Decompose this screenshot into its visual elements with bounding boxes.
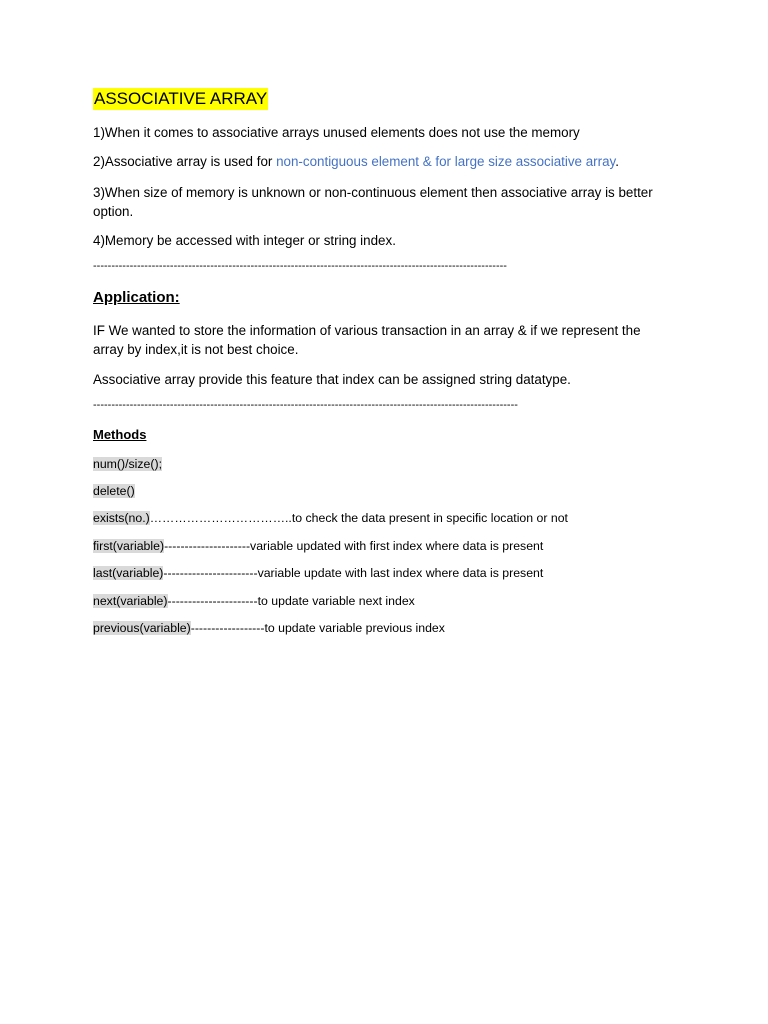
method-name: last(variable) <box>93 566 164 580</box>
document-page <box>93 88 693 635</box>
point-2-link[interactable]: non-contiguous element & for large size associative array <box>276 154 616 169</box>
divider-1: ----------------------------------------------------------------------------------------------------------------- <box>93 260 507 272</box>
method-desc: ---------------------variable updated with first index where data is present <box>164 539 544 553</box>
method-item <box>93 456 162 473</box>
method-item <box>93 565 543 582</box>
method-name: next(variable) <box>93 594 168 608</box>
application-para-2: Associative array provide this feature that index can be assigned string datatype. <box>93 372 571 387</box>
point-2 <box>93 152 673 171</box>
methods-heading: Methods <box>93 427 147 442</box>
method-desc: ……………………………..to check the data present in specific location or not <box>149 511 568 525</box>
method-desc: ----------------------to update variable next index <box>167 594 415 608</box>
point-4: 4)Memory be accessed with integer or string index. <box>93 233 396 248</box>
method-item <box>93 593 415 610</box>
method-desc: -----------------------variable update with last index where data is present <box>163 566 544 580</box>
method-desc: ------------------to update variable previous index <box>190 621 445 635</box>
method-item <box>93 620 445 637</box>
method-name: previous(variable) <box>93 621 191 635</box>
method-item <box>93 538 543 555</box>
method-item <box>93 483 135 500</box>
point-1: 1)When it comes to associative arrays unused elements does not use the memory <box>93 125 580 140</box>
point-2-text: 2)Associative array is used for <box>93 154 277 169</box>
application-para-1: IF We wanted to store the information of various transaction in an array & if we represent the array by index,it is not best choice. <box>93 323 641 357</box>
page-title: ASSOCIATIVE ARRAY <box>94 89 268 108</box>
method-name: delete() <box>93 484 135 498</box>
method-name: exists(no.) <box>93 511 150 525</box>
method-name: first(variable) <box>93 539 165 553</box>
application-heading: Application: <box>93 289 180 306</box>
method-item <box>93 510 568 527</box>
point-3: 3)When size of memory is unknown or non-continuous element then associative array is better option. <box>93 185 653 219</box>
point-2-end: . <box>615 154 619 169</box>
method-name: num()/size(); <box>93 457 163 471</box>
divider-2: -------------------------------------------------------------------------------------------------------------------- <box>93 399 518 411</box>
